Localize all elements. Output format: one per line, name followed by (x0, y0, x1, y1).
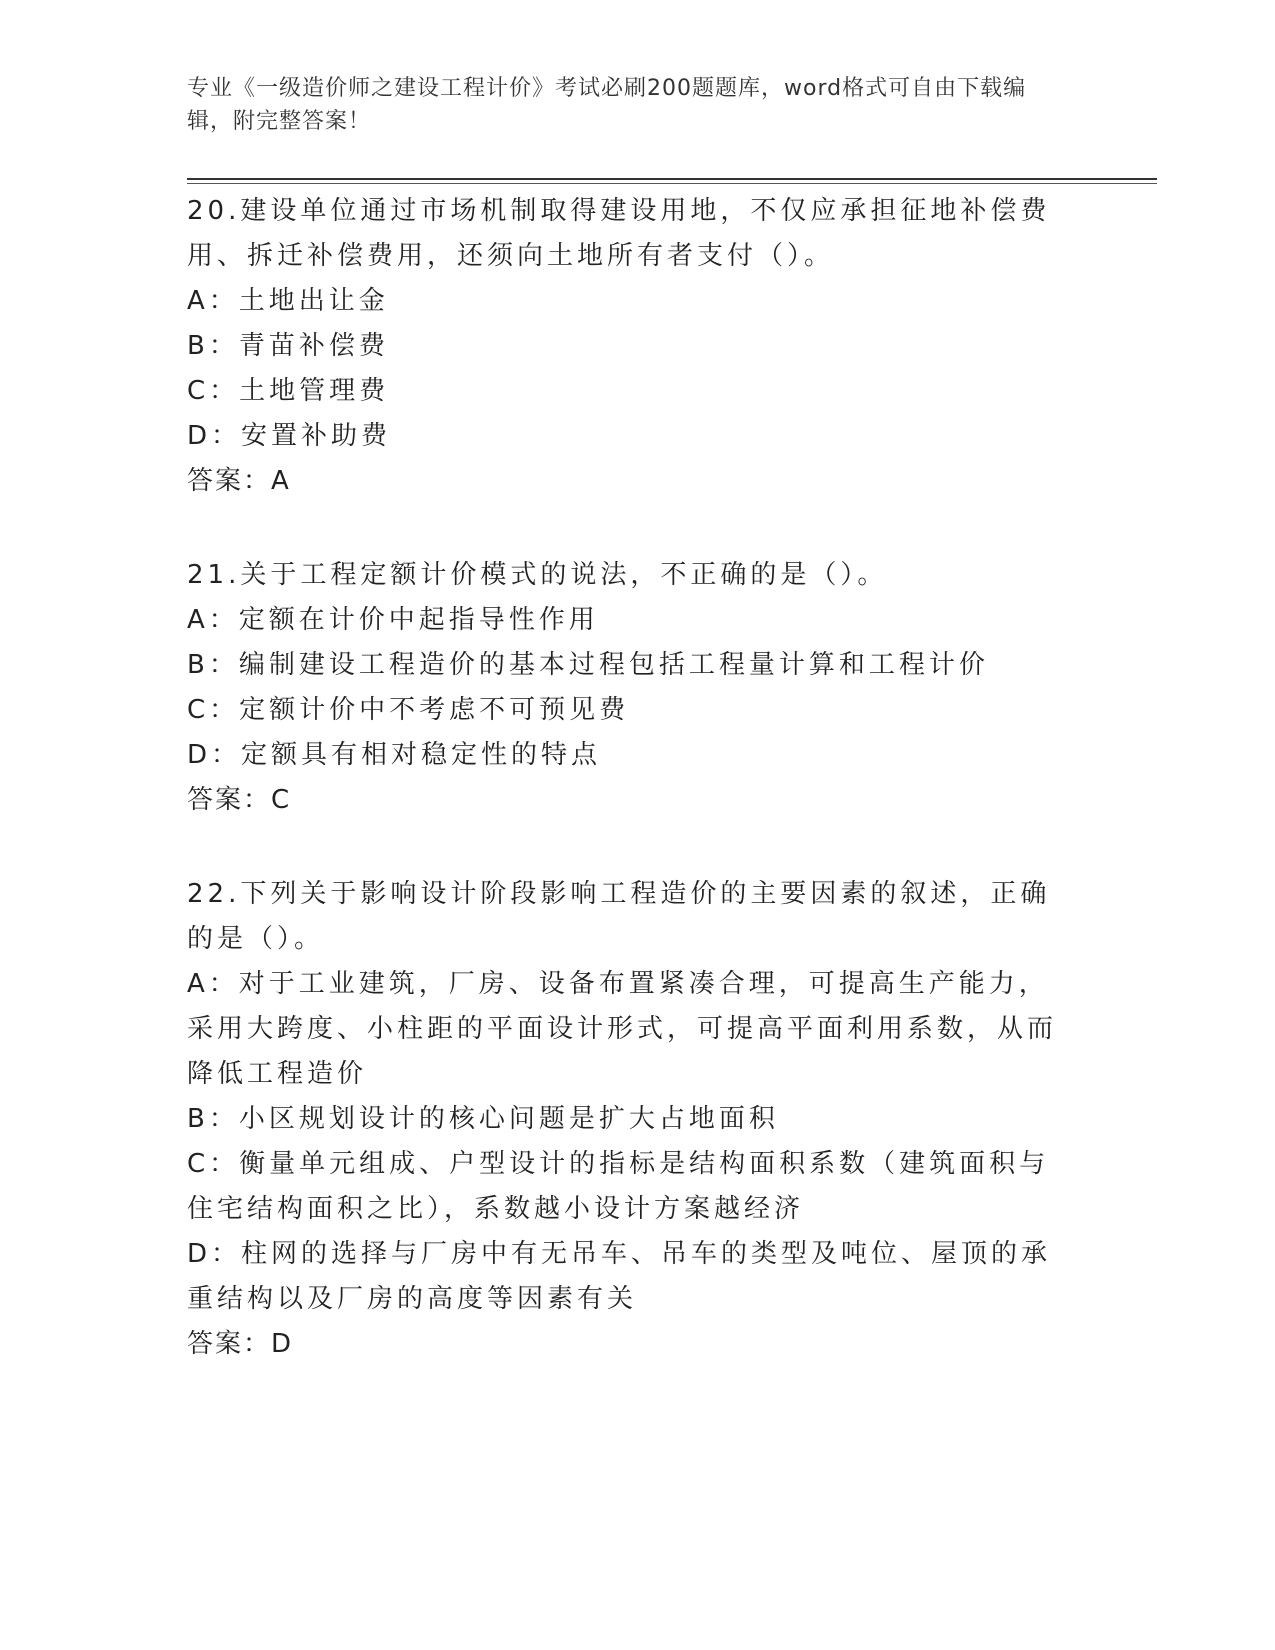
option-b: B：小区规划设计的核心问题是扩大占地面积 (187, 1104, 779, 1134)
option-a: A：对于工业建筑，厂房、设备布置紧凑合理，可提高生产能力，采用大跨度、小柱距的平面设计形式，可提高平面利用系数，从而降低工程造价 (187, 969, 1058, 1089)
option-c: C：定额计价中不考虑不可预见费 (187, 695, 630, 725)
option-b: B：青苗补偿费 (187, 331, 389, 361)
answer: 答案：D (187, 1329, 294, 1359)
answer: 答案：A (187, 466, 291, 496)
header-divider-thin (187, 183, 1157, 184)
option-d: D：柱网的选择与厂房中有无吊车、吊车的类型及吨位、屋顶的承重结构以及厂房的高度等因素有关 (187, 1239, 1052, 1314)
header-divider-thick (187, 178, 1157, 180)
option-c: C：衡量单元组成、户型设计的指标是结构面积系数（建筑面积与住宅结构面积之比），系数越小设计方案越经济 (187, 1149, 1050, 1224)
question-stem: 22.下列关于影响设计阶段影响工程造价的主要因素的叙述，正确的是（）。 (187, 879, 1051, 954)
option-d: D：定额具有相对稳定性的特点 (187, 740, 602, 770)
document-header (187, 72, 1067, 138)
option-b: B：编制建设工程造价的基本过程包括工程量计算和工程计价 (187, 650, 989, 680)
question-21 (187, 553, 1077, 823)
question-20 (187, 189, 1077, 504)
question-stem: 21.关于工程定额计价模式的说法，不正确的是（）。 (187, 560, 888, 590)
header-text: 专业《一级造价师之建设工程计价》考试必刷200题题库，word格式可自由下载编辑，附完整答案！ (187, 76, 1027, 134)
option-c: C：土地管理费 (187, 376, 390, 406)
option-a: A：土地出让金 (187, 286, 389, 316)
option-a: A：定额在计价中起指导性作用 (187, 605, 599, 635)
question-22 (187, 872, 1077, 1367)
option-d: D：安置补助费 (187, 421, 392, 451)
question-stem: 20.建设单位通过市场机制取得建设用地，不仅应承担征地补偿费用、拆迁补偿费用，还须向土地所有者支付（）。 (187, 196, 1051, 271)
answer: 答案：C (187, 785, 292, 815)
